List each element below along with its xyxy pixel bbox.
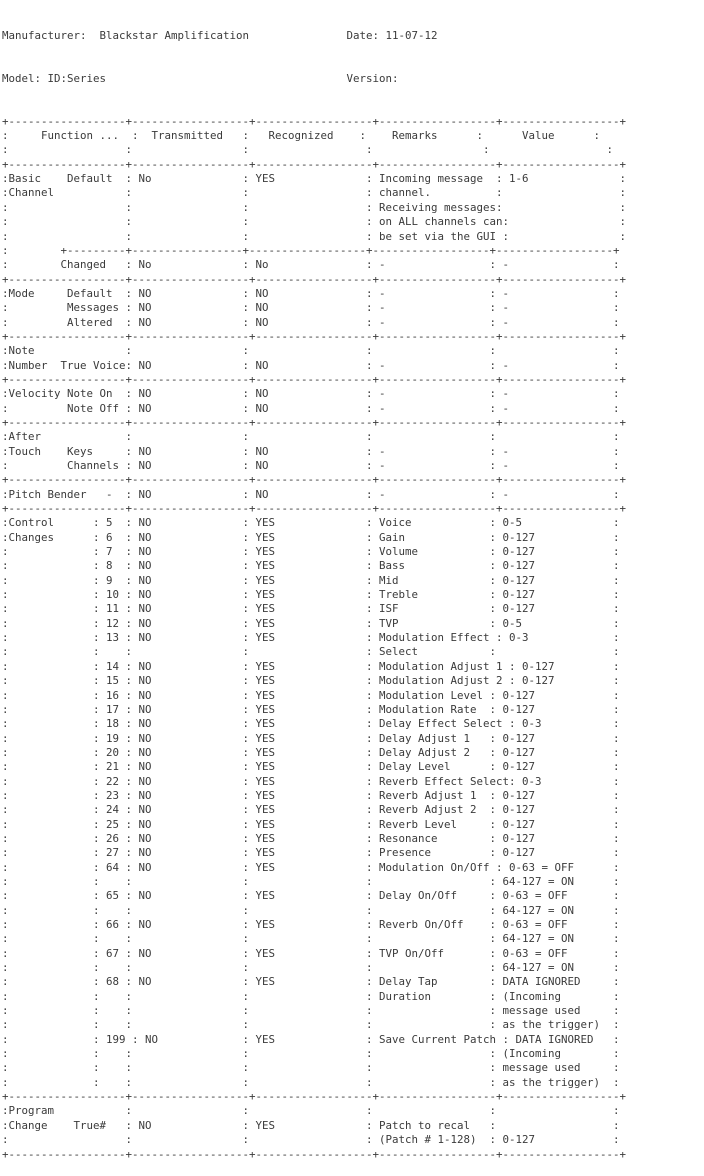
- chart-line: : : : : : : 64-127 = ON :: [2, 961, 620, 975]
- chart-line: : : 23 : NO : YES : Reverb Adjust 1 : 0-127 :: [2, 788, 620, 802]
- chart-line: : Changed : No : No : - : - :: [2, 258, 620, 272]
- chart-line: : : 24 : NO : YES : Reverb Adjust 2 : 0-127 :: [2, 803, 620, 817]
- chart-line: :Note : : : : :: [2, 344, 620, 358]
- chart-line: :After : : : : :: [2, 430, 620, 444]
- chart-line: : : 68 : NO : YES : Delay Tap : DATA IGNORED :: [2, 975, 620, 989]
- chart-line: : : 19 : NO : YES : Delay Adjust 1 : 0-127 :: [2, 731, 620, 745]
- chart-line: :Control : 5 : NO : YES : Voice : 0-5 :: [2, 516, 620, 530]
- chart-line: : : 66 : NO : YES : Reverb On/Off : 0-63 = OFF :: [2, 918, 620, 931]
- chart-line: : : : : : :: [2, 143, 614, 157]
- chart-line: +------------------+------------------+------------------+------------------+------------------+: [2, 502, 627, 516]
- chart-line: +------------------+------------------+------------------+------------------+------------------+: [2, 473, 627, 487]
- chart-line: : : 10 : NO : YES : Treble : 0-127 :: [2, 588, 620, 602]
- chart-line: :Pitch Bender - : NO : NO : - : - :: [2, 487, 620, 501]
- chart-line: : : : : on ALL channels can: :: [2, 215, 627, 229]
- chart-line: : : : : : Duration : (Incoming :: [2, 989, 620, 1003]
- chart-line: : : 16 : NO : YES : Modulation Level : 0-127 :: [2, 688, 620, 702]
- chart-line: +------------------+------------------+------------------+------------------+------------------+: [2, 272, 627, 286]
- chart-line: : : 22 : NO : YES : Reverb Effect Select: 0-3 :: [2, 774, 620, 788]
- chart-line: +------------------+------------------+------------------+------------------+------------------+: [2, 1147, 627, 1161]
- chart-line: : : : : : : 64-127 = ON :: [2, 932, 620, 946]
- chart-line: +------------------+------------------+------------------+------------------+------------------+: [2, 372, 627, 386]
- chart-line: : : : : : : (Incoming :: [2, 1047, 620, 1061]
- chart-line: +------------------+------------------+------------------+------------------+------------------+: [2, 157, 627, 171]
- chart-line: :Changes : 6 : NO : YES : Gain : 0-127 :: [2, 530, 620, 544]
- chart-line: : : 199 : NO : YES : Save Current Patch : DATA IGNORED :: [2, 1032, 620, 1046]
- chart-line: : Note Off : NO : NO : - : - :: [2, 401, 620, 415]
- chart-line: : : 7 : NO : YES : Volume : 0-127 :: [2, 545, 620, 559]
- header-line-manufacturer: Manufacturer: Blackstar Amplification Date: 11-07-12: [2, 28, 438, 42]
- chart-line: : : : : : : 64-127 = ON :: [2, 874, 620, 888]
- chart-line: :Channel : : : channel. : :: [2, 186, 627, 200]
- chart-line: : : 14 : NO : YES : Modulation Adjust 1 : 0-127 :: [2, 659, 620, 673]
- chart-line: : +---------+-----------------+------------------+------------------+------------------+: [2, 243, 620, 257]
- chart-line: :Basic Default : No : YES : Incoming message : 1-6 :: [2, 172, 627, 186]
- chart-line: : : 65 : NO : YES : Delay On/Off : 0-63 = OFF :: [2, 889, 620, 903]
- chart-line: +------------------+------------------+------------------+------------------+------------------+: [2, 114, 627, 128]
- chart-line: : : 11 : NO : YES : ISF : 0-127 :: [2, 602, 620, 616]
- chart-line: : : 8 : NO : YES : Bass : 0-127 :: [2, 559, 620, 573]
- chart-line: : : : : : : as the trigger) :: [2, 1018, 620, 1032]
- chart-line: : : 18 : NO : YES : Delay Effect Select : 0-3 :: [2, 717, 620, 731]
- chart-line: : : : : : : message used :: [2, 1061, 620, 1075]
- chart-line: : : 27 : NO : YES : Presence : 0-127 :: [2, 846, 620, 860]
- chart-line: : : : : : Select : :: [2, 645, 620, 659]
- header-line-model: Model: ID:Series Version:: [2, 71, 399, 85]
- chart-line: : : 20 : NO : YES : Delay Adjust 2 : 0-127 :: [2, 745, 620, 759]
- chart-line: : : 13 : NO : YES : Modulation Effect : 0-3 :: [2, 631, 620, 645]
- chart-line: : : : : (Patch # 1-128) : 0-127 :: [2, 1133, 620, 1147]
- chart-line: :Number True Voice: NO : NO : - : - :: [2, 358, 620, 372]
- chart-line: :Program : : : : :: [2, 1104, 620, 1118]
- chart-line: : : 17 : NO : YES : Modulation Rate : 0-127 :: [2, 702, 620, 716]
- chart-line: : : 9 : NO : YES : Mid : 0-127 :: [2, 573, 620, 587]
- chart-line: :Mode Default : NO : NO : - : - :: [2, 286, 620, 300]
- chart-line: : : : : Receiving messages: :: [2, 200, 627, 214]
- chart-line: : : 64 : NO : YES : Modulation On/Off : 0-63 = OFF :: [2, 860, 620, 874]
- chart-line: : : 12 : NO : YES : TVP : 0-5 :: [2, 616, 620, 630]
- chart-line: +------------------+------------------+------------------+------------------+------------------+: [2, 415, 627, 429]
- chart-line: : : 26 : NO : YES : Resonance : 0-127 :: [2, 831, 620, 845]
- chart-line: : Function ... : Transmitted : Recognized : Remarks : Value :: [2, 129, 601, 143]
- chart-line: :Change True# : NO : YES : Patch to recal : :: [2, 1118, 620, 1132]
- chart-line: : : 67 : NO : YES : TVP On/Off : 0-63 = OFF :: [2, 946, 620, 960]
- chart-line: : : : : be set via the GUI : :: [2, 229, 627, 243]
- chart-line: : Messages : NO : NO : - : - :: [2, 301, 620, 315]
- chart-line: : Altered : NO : NO : - : - :: [2, 315, 620, 329]
- chart-table: [2, 115, 704, 1162]
- chart-line: : : 25 : NO : YES : Reverb Level : 0-127 :: [2, 817, 620, 831]
- chart-line: : : : : : : message used :: [2, 1004, 620, 1018]
- chart-line: : : : : : : 64-127 = ON :: [2, 903, 620, 917]
- chart-line: :Touch Keys : NO : NO : - : - :: [2, 444, 620, 458]
- chart-line: +------------------+------------------+------------------+------------------+------------------+: [2, 329, 627, 343]
- chart-line: +------------------+------------------+------------------+------------------+------------------+: [2, 1090, 627, 1104]
- chart-line: : Channels : NO : NO : - : - :: [2, 459, 620, 472]
- chart-line: : : : : : : as the trigger) :: [2, 1075, 620, 1089]
- chart-line: : : 15 : NO : YES : Modulation Adjust 2 : 0-127 :: [2, 674, 620, 688]
- chart-line: :Velocity Note On : NO : NO : - : - :: [2, 387, 620, 401]
- chart-line: : : 21 : NO : YES : Delay Level : 0-127 :: [2, 760, 620, 774]
